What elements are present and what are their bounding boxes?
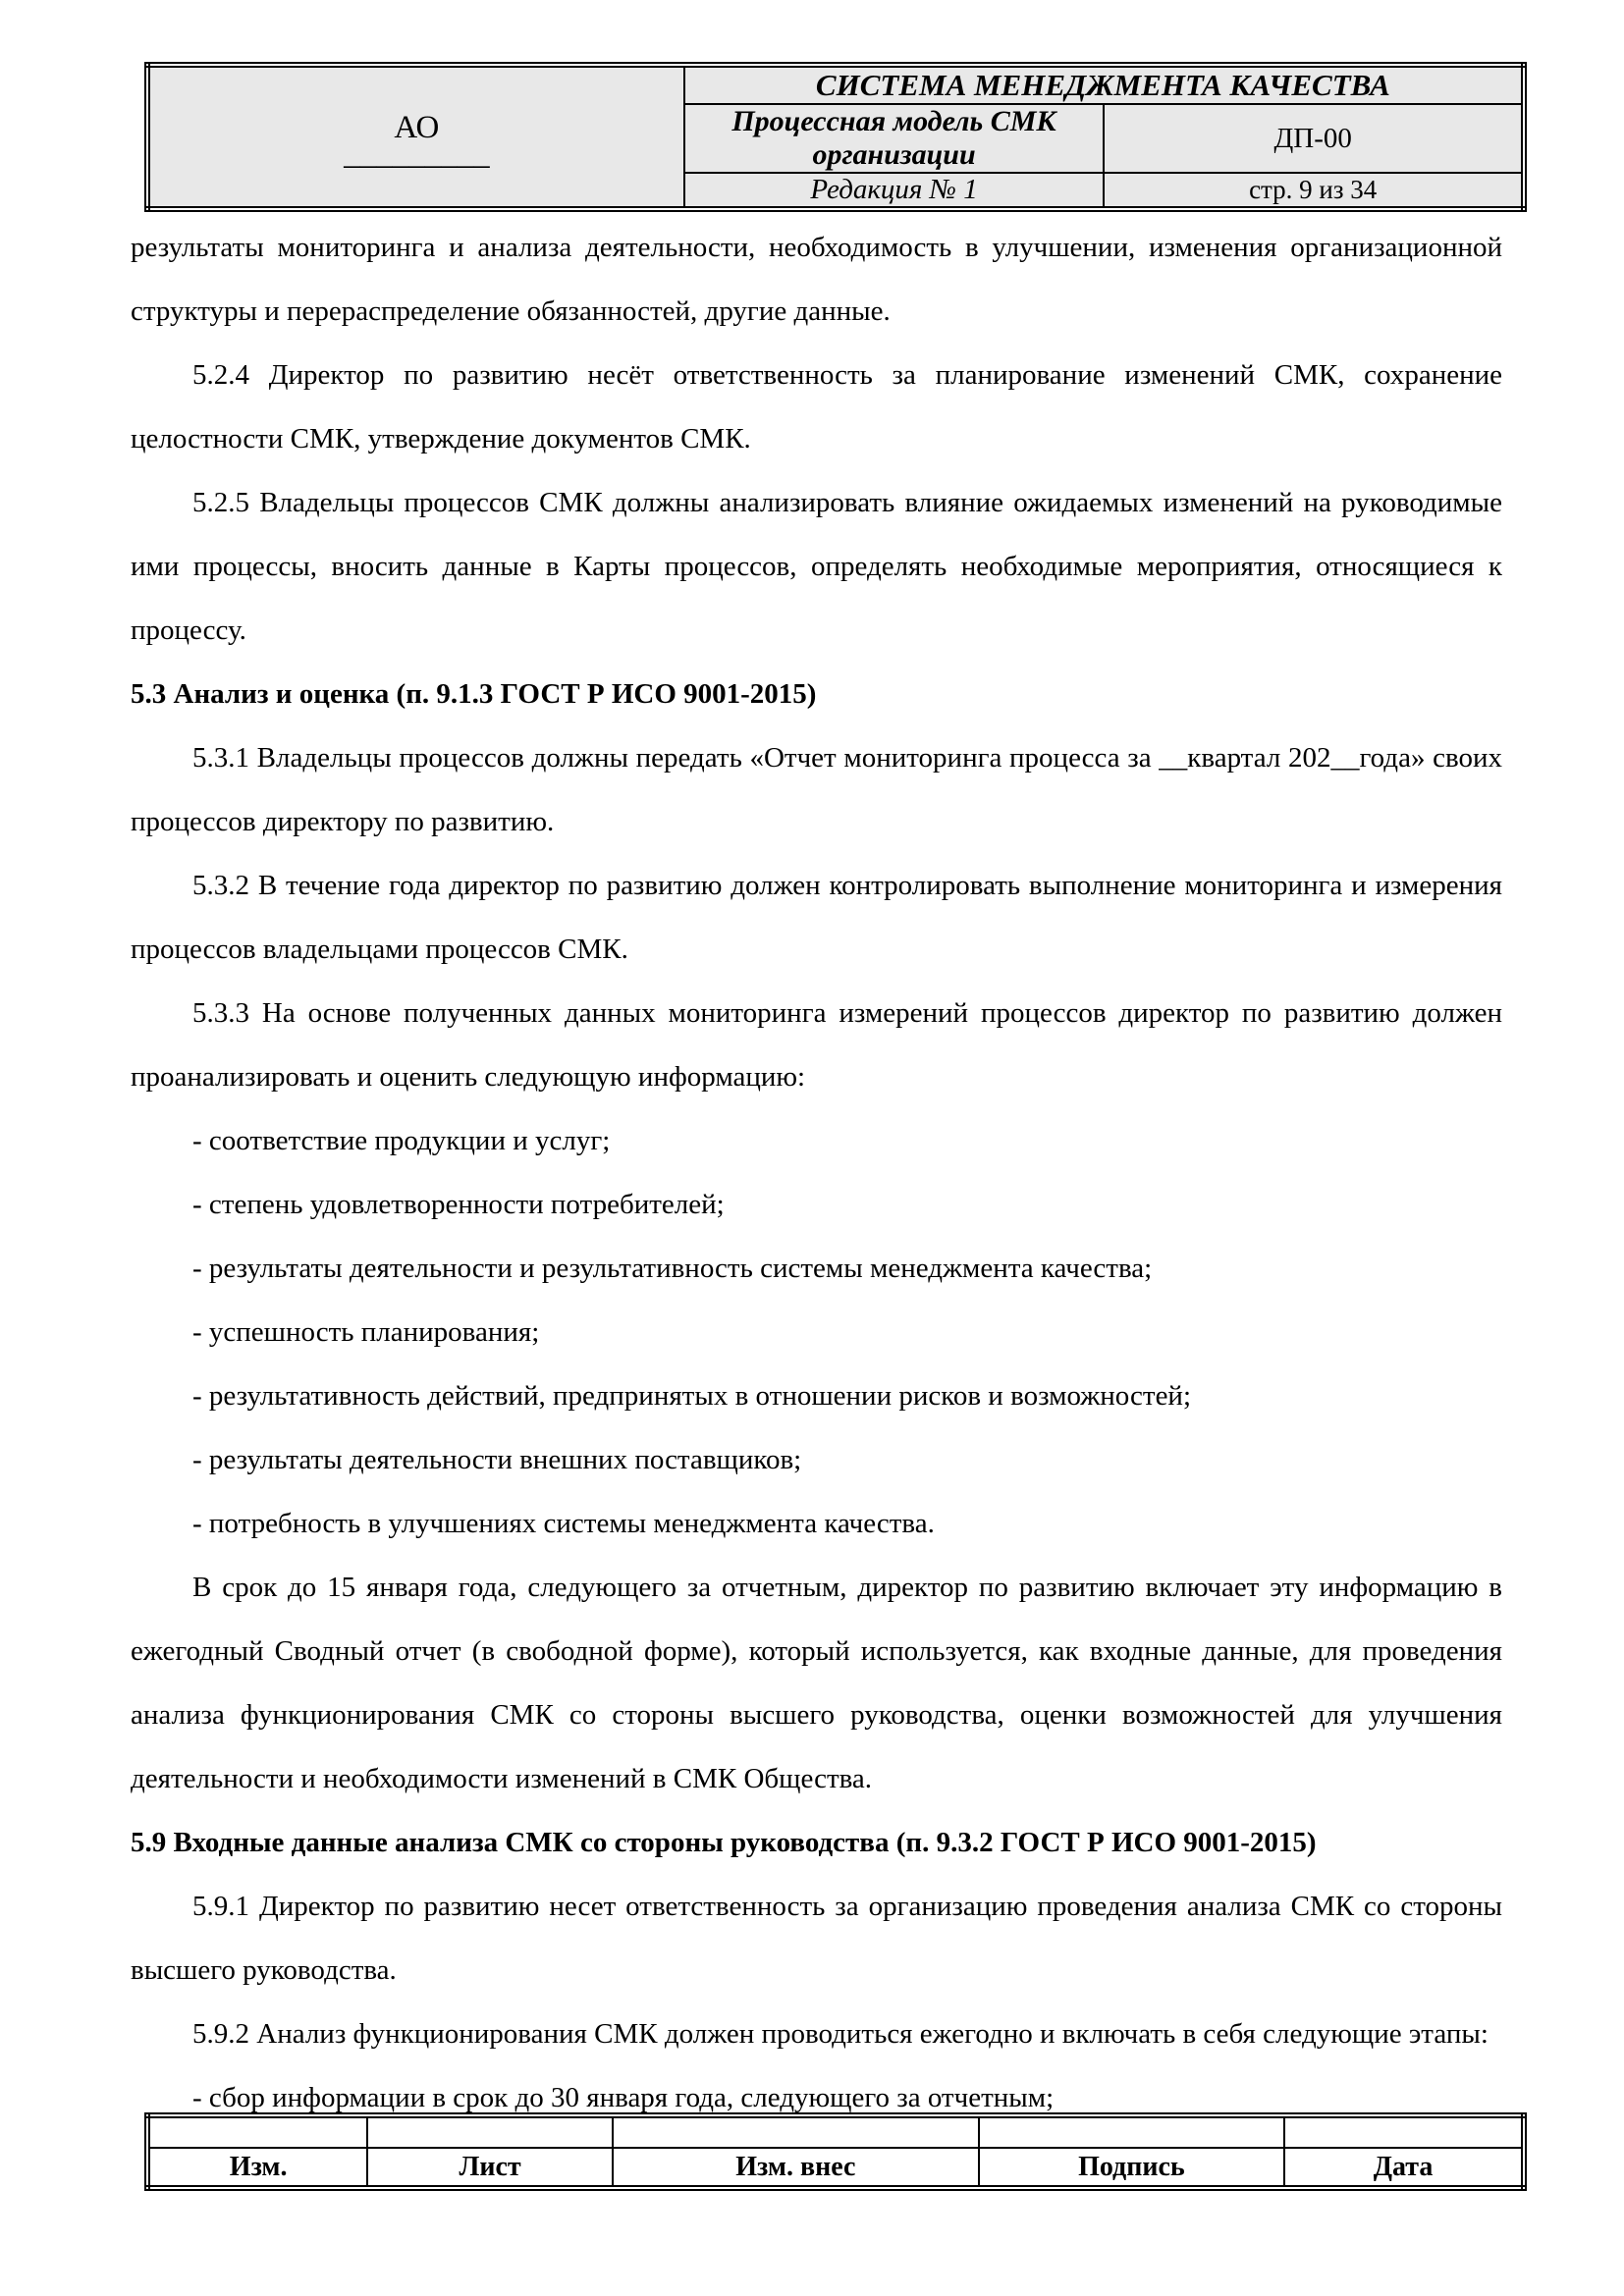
revision-empty-row: [147, 2115, 1524, 2148]
org-cell: [147, 65, 684, 209]
list-item: - сбор информации в срок до 30 января года, следующего за отчетным;: [192, 2082, 1055, 2113]
revision-empty-cell: [613, 2115, 979, 2148]
section-heading-5-9: 5.9 Входные данные анализа СМК со стороны руководства (п. 9.3.2 ГОСТ Р ИСО 9001-2015): [131, 1827, 1317, 1858]
document-body: [131, 216, 1502, 2130]
list-item: - степень удовлетворенности потребителей;: [192, 1189, 725, 1220]
list-item: - результаты деятельности и результативность системы менеджмента качества;: [192, 1253, 1153, 1284]
list-item: - соответствие продукции и услуг;: [192, 1125, 611, 1156]
revision-empty-cell: [367, 2115, 613, 2148]
column-header-list: Лист: [367, 2148, 613, 2188]
revision-table: [144, 2112, 1527, 2191]
revision-header-row: [147, 2148, 1524, 2188]
column-header-data: Дата: [1284, 2148, 1524, 2188]
paragraph-5-3-2: 5.3.2 В течение года директор по развитию должен контролировать выполнение мониторинга и измерения процессов владельцами процессов СМК.: [131, 870, 1502, 965]
column-header-izm: Изм.: [147, 2148, 367, 2188]
list-item: - потребность в улучшениях системы менеджмента качества.: [192, 1508, 935, 1539]
paragraph-5-2-4: 5.2.4 Директор по развитию несёт ответственность за планирование изменений СМК, сохранение целостности СМК, утверждение документов СМК.: [131, 359, 1502, 454]
paragraph-5-9-1: 5.9.1 Директор по развитию несет ответственность за организацию проведения анализа СМК со стороны высшего руководства.: [131, 1891, 1502, 1986]
revision-label: Редакция № 1: [684, 173, 1105, 209]
paragraph-5-3-1: 5.3.1 Владельцы процессов должны передать «Отчет мониторинга процесса за __квартал 202__года» своих процессов директору по развитию.: [131, 742, 1502, 837]
paragraph-5-9-2: 5.9.2 Анализ функционирования СМК должен проводиться ежегодно и включать в себя следующие этапы:: [192, 2018, 1489, 2050]
page-number: стр. 9 из 34: [1104, 173, 1524, 209]
paragraph-continuation: результаты мониторинга и анализа деятельности, необходимость в улучшении, изменения организационной структуры и перераспределение обязанностей, другие данные.: [131, 232, 1502, 327]
doc-code: ДП-00: [1104, 104, 1524, 173]
list-item: - результаты деятельности внешних поставщиков;: [192, 1444, 802, 1475]
qms-title: СИСТЕМА МЕНЕДЖМЕНТА КАЧЕСТВА: [684, 65, 1524, 104]
column-header-izm-vnes: Изм. внес: [613, 2148, 979, 2188]
revision-empty-cell: [147, 2115, 367, 2148]
section-heading-5-3: 5.3 Анализ и оценка (п. 9.1.3 ГОСТ Р ИСО 9001-2015): [131, 678, 817, 710]
header-table: [144, 62, 1527, 212]
column-header-podpis: Подпись: [979, 2148, 1284, 2188]
list-item: - результативность действий, предпринятых в отношении рисков и возможностей;: [192, 1380, 1192, 1412]
doc-subtitle: Процессная модель СМК организации: [684, 104, 1105, 173]
org-name: АО: [394, 109, 440, 145]
org-blank-line: _________: [344, 135, 490, 172]
list-item: - успешность планирования;: [192, 1316, 540, 1348]
paragraph-5-2-5: 5.2.5 Владельцы процессов СМК должны анализировать влияние ожидаемых изменений на руководимые ими процессы, вносить данные в Карты процессов, определять необходимые мероприятия, относящиеся к процессу.: [131, 487, 1502, 646]
paragraph-summary-report: В срок до 15 января года, следующего за отчетным, директор по развитию включает эту информацию в ежегодный Сводный отчет (в свободной форме), который используется, как входные данные, для проведения анализа функционирования СМК со стороны высшего руководства, оценки возможностей для улучшения деятельности и необходимости изменений в СМК Общества.: [131, 1572, 1502, 1794]
revision-empty-cell: [1284, 2115, 1524, 2148]
revision-empty-cell: [979, 2115, 1284, 2148]
paragraph-5-3-3: 5.3.3 На основе полученных данных мониторинга измерений процессов директор по развитию должен проанализировать и оценить следующую информацию:: [131, 997, 1502, 1093]
